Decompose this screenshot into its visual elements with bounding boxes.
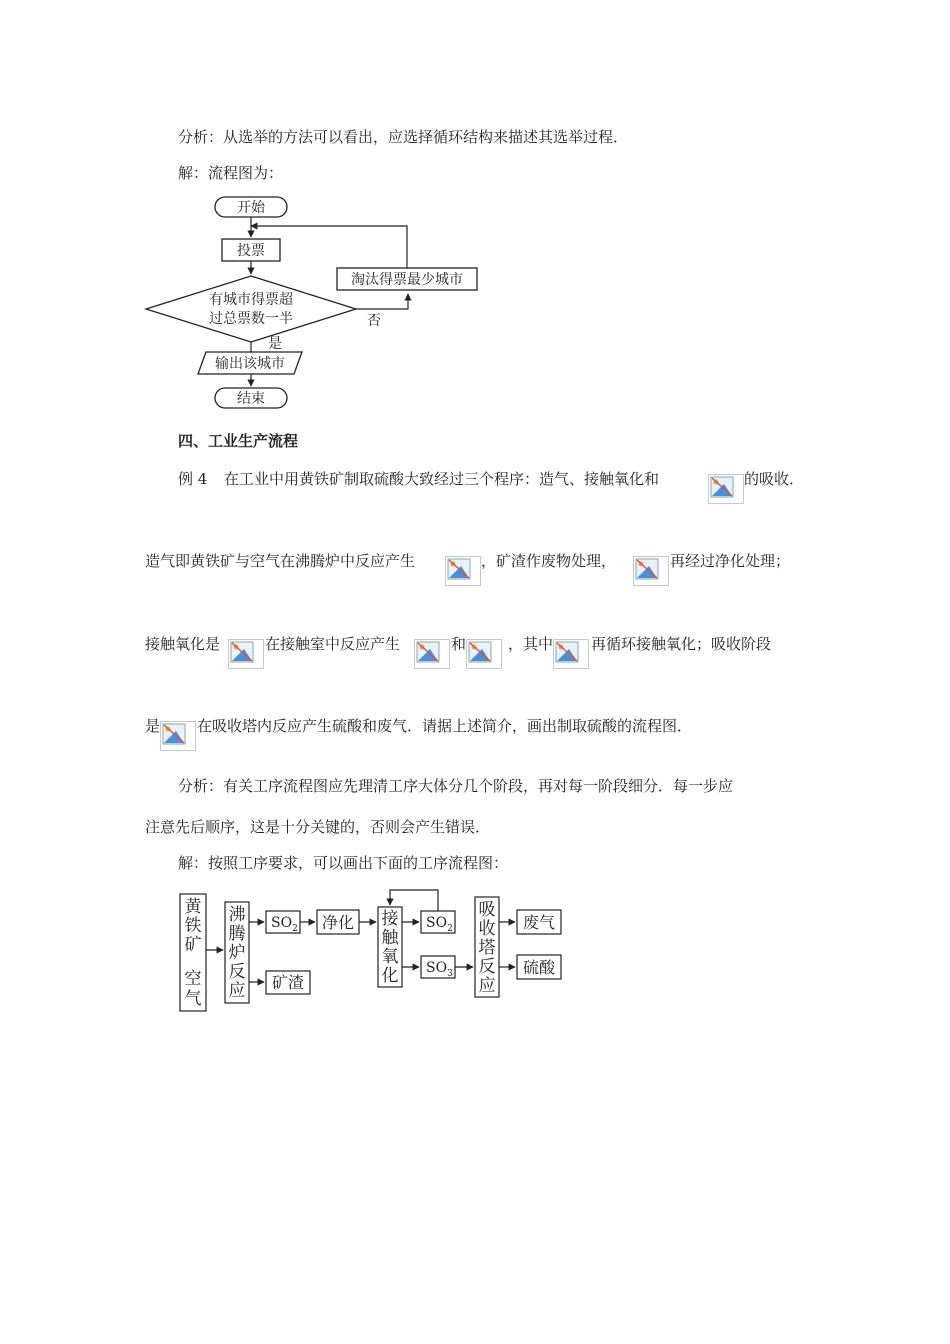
broken-image-icon (633, 556, 669, 586)
slag-label: 矿渣 (271, 973, 305, 992)
so2-label-1: $SO_2$ (271, 915, 298, 934)
decision-diamond (146, 276, 356, 342)
example-text-3e: 再循环接触氧化；吸收阶段 (591, 635, 772, 653)
example-text-2c: 再经过净化处理； (670, 552, 791, 570)
broken-image-icon (708, 474, 744, 504)
example-text-3c: 和 (451, 635, 467, 653)
example-text-4a: 是 (145, 717, 161, 735)
waste-gas-label: 废气 (522, 913, 556, 932)
example-text-3a: 接触氧化是 (145, 635, 221, 653)
broken-image-icon (160, 721, 196, 751)
furnace-char: 炉 (228, 943, 246, 963)
broken-image-icon (466, 639, 502, 669)
contact-char: 氧 (381, 947, 399, 967)
decision-line-2: 过总票数一半 (209, 311, 293, 327)
furnace-char: 反 (228, 962, 246, 982)
solution-paragraph-2: 解：按照工序要求，可以画出下面的工序流程图： (178, 854, 509, 872)
broken-image-icon (553, 639, 589, 669)
example-text-4b: 在吸收塔内反应产生硫酸和废气．请据上述简介，画出制取硫酸的流程图． (197, 717, 693, 735)
analysis-paragraph-2-line-1: 分析：有关工序流程图应先理清工序大体分几个阶段，再对每一阶段细分．每一步应 (178, 777, 734, 795)
solution-paragraph-1: 解：流程图为： (178, 164, 284, 182)
yes-label: 是 (268, 336, 282, 352)
example-text-1a: 在工业中用黄铁矿制取硫酸大致经过三个程序：造气、接触氧化和 (224, 470, 660, 488)
contact-char: 接 (381, 909, 399, 929)
furnace-char: 应 (228, 981, 246, 1001)
vote-label: 投票 (237, 243, 265, 259)
start-label: 开始 (237, 200, 265, 216)
no-label: 否 (367, 313, 381, 329)
raw-char: 气 (184, 989, 202, 1009)
absorb-char: 应 (478, 976, 496, 996)
raw-char: 黄 (184, 897, 202, 917)
sulfuric-acid-label: 硫酸 (522, 958, 556, 977)
sulfuric-acid-process-flowchart (175, 882, 570, 1017)
output-label: 输出该城市 (215, 356, 285, 372)
absorb-char: 吸 (478, 900, 496, 920)
purify-label: 净化 (321, 913, 355, 932)
example-text-2a: 造气即黄铁矿与空气在沸腾炉中反应产生 (145, 552, 416, 570)
election-flowchart (140, 192, 490, 414)
broken-image-icon (445, 556, 481, 586)
raw-char: 空 (184, 969, 202, 989)
absorb-char: 收 (478, 919, 496, 939)
so2-label-2: $SO_2$ (426, 915, 453, 934)
broken-image-icon (414, 639, 450, 669)
analysis-paragraph-2-line-2: 注意先后顺序，这是十分关键的，否则会产生错误． (145, 818, 491, 836)
absorb-char: 塔 (478, 938, 496, 958)
section-heading: 四、工业生产流程 (178, 432, 299, 450)
contact-char: 化 (381, 966, 399, 986)
example-text-3b: 在接触室中反应产生 (265, 635, 401, 653)
raw-char: 矿 (184, 935, 202, 955)
furnace-char: 沸 (228, 905, 246, 925)
end-label: 结束 (237, 391, 265, 407)
example-text-2b: ，矿渣作废物处理， (481, 552, 617, 570)
example-text-3d: ，其中 (508, 635, 554, 653)
example-text-1b: 的吸收． (744, 470, 805, 488)
analysis-paragraph-1: 分析：从选举的方法可以看出，应选择循环结构来描述其选举过程． (178, 128, 629, 146)
broken-image-icon (228, 639, 264, 669)
raw-char: 铁 (184, 916, 202, 936)
decision-line-1: 有城市得票超 (209, 292, 293, 308)
so3-label: $SO_3$ (426, 960, 453, 979)
contact-char: 触 (381, 928, 399, 948)
example-label: 例 4 (178, 470, 208, 488)
furnace-char: 腾 (228, 924, 246, 944)
eliminate-label: 淘汰得票最少城市 (351, 272, 463, 288)
absorb-char: 反 (478, 957, 496, 977)
